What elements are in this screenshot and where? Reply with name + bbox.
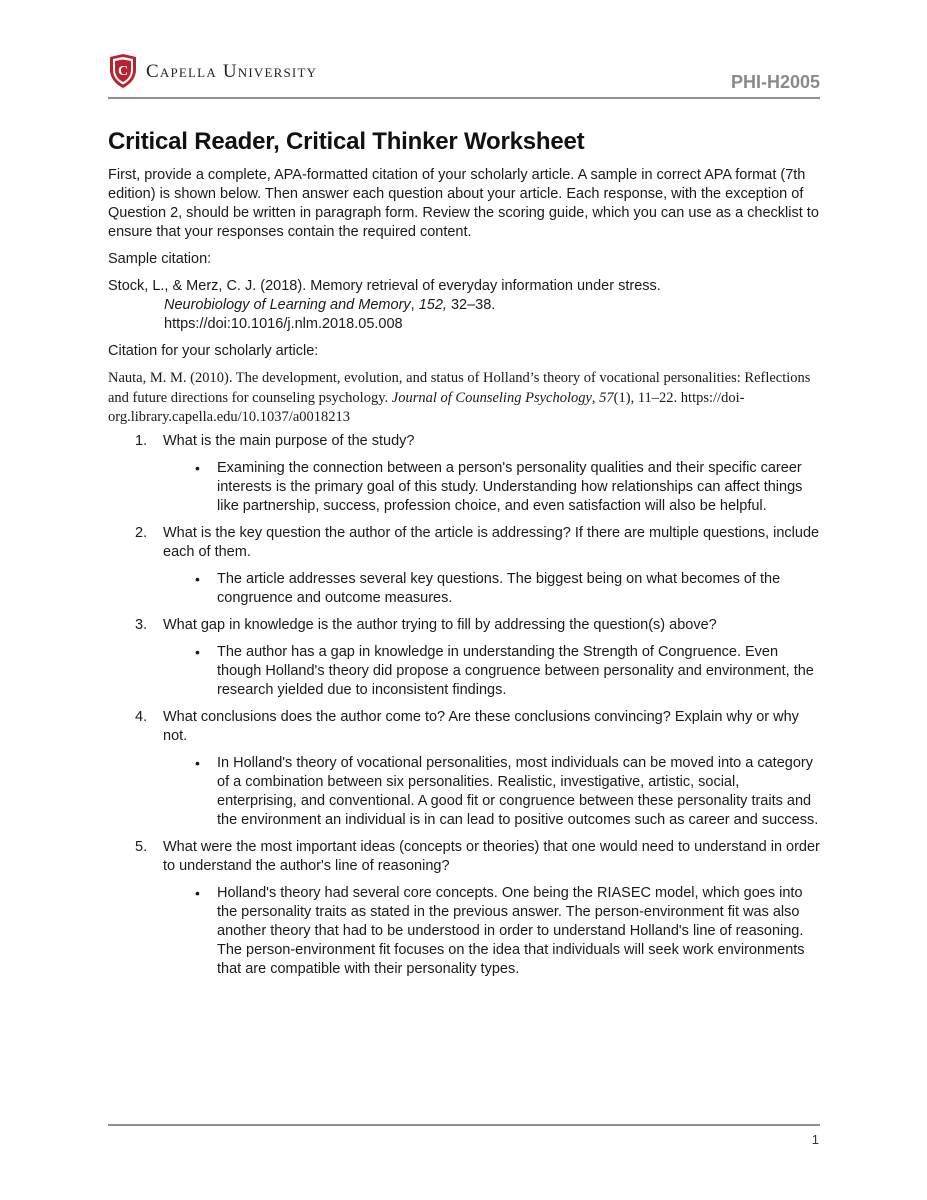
citation-journal: Journal of Counseling Psychology bbox=[391, 389, 592, 406]
citation-volume: 57 bbox=[599, 389, 614, 406]
question-text: What is the key question the author of the article is addressing? If there are multiple questions, include each of them. bbox=[163, 524, 820, 560]
header-rule bbox=[108, 97, 820, 99]
footer-rule bbox=[108, 1124, 820, 1126]
page-title: Critical Reader, Critical Thinker Worksheet bbox=[108, 128, 585, 155]
course-code: PHI-H2005 bbox=[730, 72, 820, 92]
question-number: 5. bbox=[135, 838, 148, 855]
question-item bbox=[108, 838, 820, 979]
question-number: 2. bbox=[135, 524, 148, 541]
answer-text: • Holland's theory had several core concepts. One being the RIASEC model, which goes into the personality traits as stated in the previous answer. The person-environment fit was also another theory that had to be understood in order to understand Holland's line of reasoning. The person-environment fit focuses on the idea that individuals will seek work environments that are compatible with their personality types. bbox=[195, 884, 805, 977]
answer-text: • The author has a gap in knowledge in understanding the Strength of Congruence. Even though Holland's theory did propose a congruence between personality and environment, the research yielded due to inconsistent findings. bbox=[195, 643, 814, 698]
page-header bbox=[108, 50, 820, 100]
sample-citation-line1: Stock, L., & Merz, C. J. (2018). Memory retrieval of everyday information under stress. bbox=[108, 278, 661, 294]
answer-text: • In Holland's theory of vocational personalities, most individuals can be moved into a category of a combination between six personalities. Realistic, investigative, artistic, social, enterprising, and conventional. A good fit or congruence between these personality traits and the environment an individual is in can lead to positive outcomes such as career and success. bbox=[195, 754, 819, 828]
logo-text: Capella University bbox=[146, 61, 318, 82]
sample-citation-label: Sample citation: bbox=[108, 251, 212, 267]
question-item bbox=[108, 708, 820, 830]
question-text: What were the most important ideas (concepts or theories) that one would need to understand in order to understand the author's line of reasoning? bbox=[163, 838, 820, 874]
your-citation: Nauta, M. M. (2010). The development, evolution, and status of Holland’s theory of vocational personalities: Reflections and future directions for counseling psychology. Journal of Counseling Psychology, 57(1), 11–22. https://doi-org.library.capella.edu/10.1037/a0018213 bbox=[108, 370, 811, 425]
question-item bbox=[108, 524, 820, 608]
sample-volume: 152, bbox=[418, 297, 447, 313]
bullet-icon: • bbox=[195, 570, 200, 587]
citation-rest: (1), 11–22. https://doi-org.library.capella.edu/10.1037/a0018213 bbox=[108, 389, 745, 425]
question-number: 4. bbox=[135, 708, 148, 725]
your-citation-label: Citation for your scholarly article: bbox=[108, 343, 319, 359]
university-logo bbox=[108, 54, 317, 88]
bullet-icon: • bbox=[195, 459, 200, 476]
sample-citation-line2: Neurobiology of Learning and Memory, 152, 32–38. bbox=[164, 297, 496, 313]
sample-citation bbox=[108, 277, 820, 334]
question-text: What is the main purpose of the study? bbox=[163, 432, 415, 449]
question-text: What conclusions does the author come to? Are these conclusions convincing? Explain why or why not. bbox=[163, 708, 799, 744]
answer-text: • Examining the connection between a person's personality qualities and their specific career interests is the primary goal of this study. Understanding how relationships can affect things like partnership, success, profession choice, and even satisfaction will also be helpful. bbox=[195, 459, 803, 514]
question-number: 3. bbox=[135, 616, 148, 633]
worksheet-body bbox=[108, 128, 820, 987]
shield-icon bbox=[108, 54, 138, 88]
question-item bbox=[108, 616, 820, 700]
sample-pages: 32–38. bbox=[446, 297, 496, 313]
question-text: What gap in knowledge is the author trying to fill by addressing the question(s) above? bbox=[163, 616, 717, 633]
svg-text:C: C bbox=[117, 64, 129, 79]
question-item bbox=[108, 432, 820, 516]
question-list bbox=[108, 432, 820, 979]
intro-paragraph: First, provide a complete, APA-formatted citation of your scholarly article. A sample in correct APA format (7th edition) is shown below. Then answer each question about your article. Each response, with the exception of Question 2, should be written in paragraph form. Review the scoring guide, which you can use as a checklist to ensure that your responses contain the required content. bbox=[108, 167, 819, 240]
sample-journal: Neurobiology of Learning and Memory bbox=[164, 297, 411, 313]
answer-text: • The article addresses several key questions. The biggest being on what becomes of the congruence and outcome measures. bbox=[195, 570, 781, 606]
bullet-icon: • bbox=[195, 643, 200, 660]
page-number: 1 bbox=[811, 1132, 819, 1147]
bullet-icon: • bbox=[195, 884, 200, 901]
bullet-icon: • bbox=[195, 754, 200, 771]
sample-doi: https://doi:10.1016/j.nlm.2018.05.008 bbox=[164, 316, 403, 332]
question-number: 1. bbox=[135, 432, 148, 449]
